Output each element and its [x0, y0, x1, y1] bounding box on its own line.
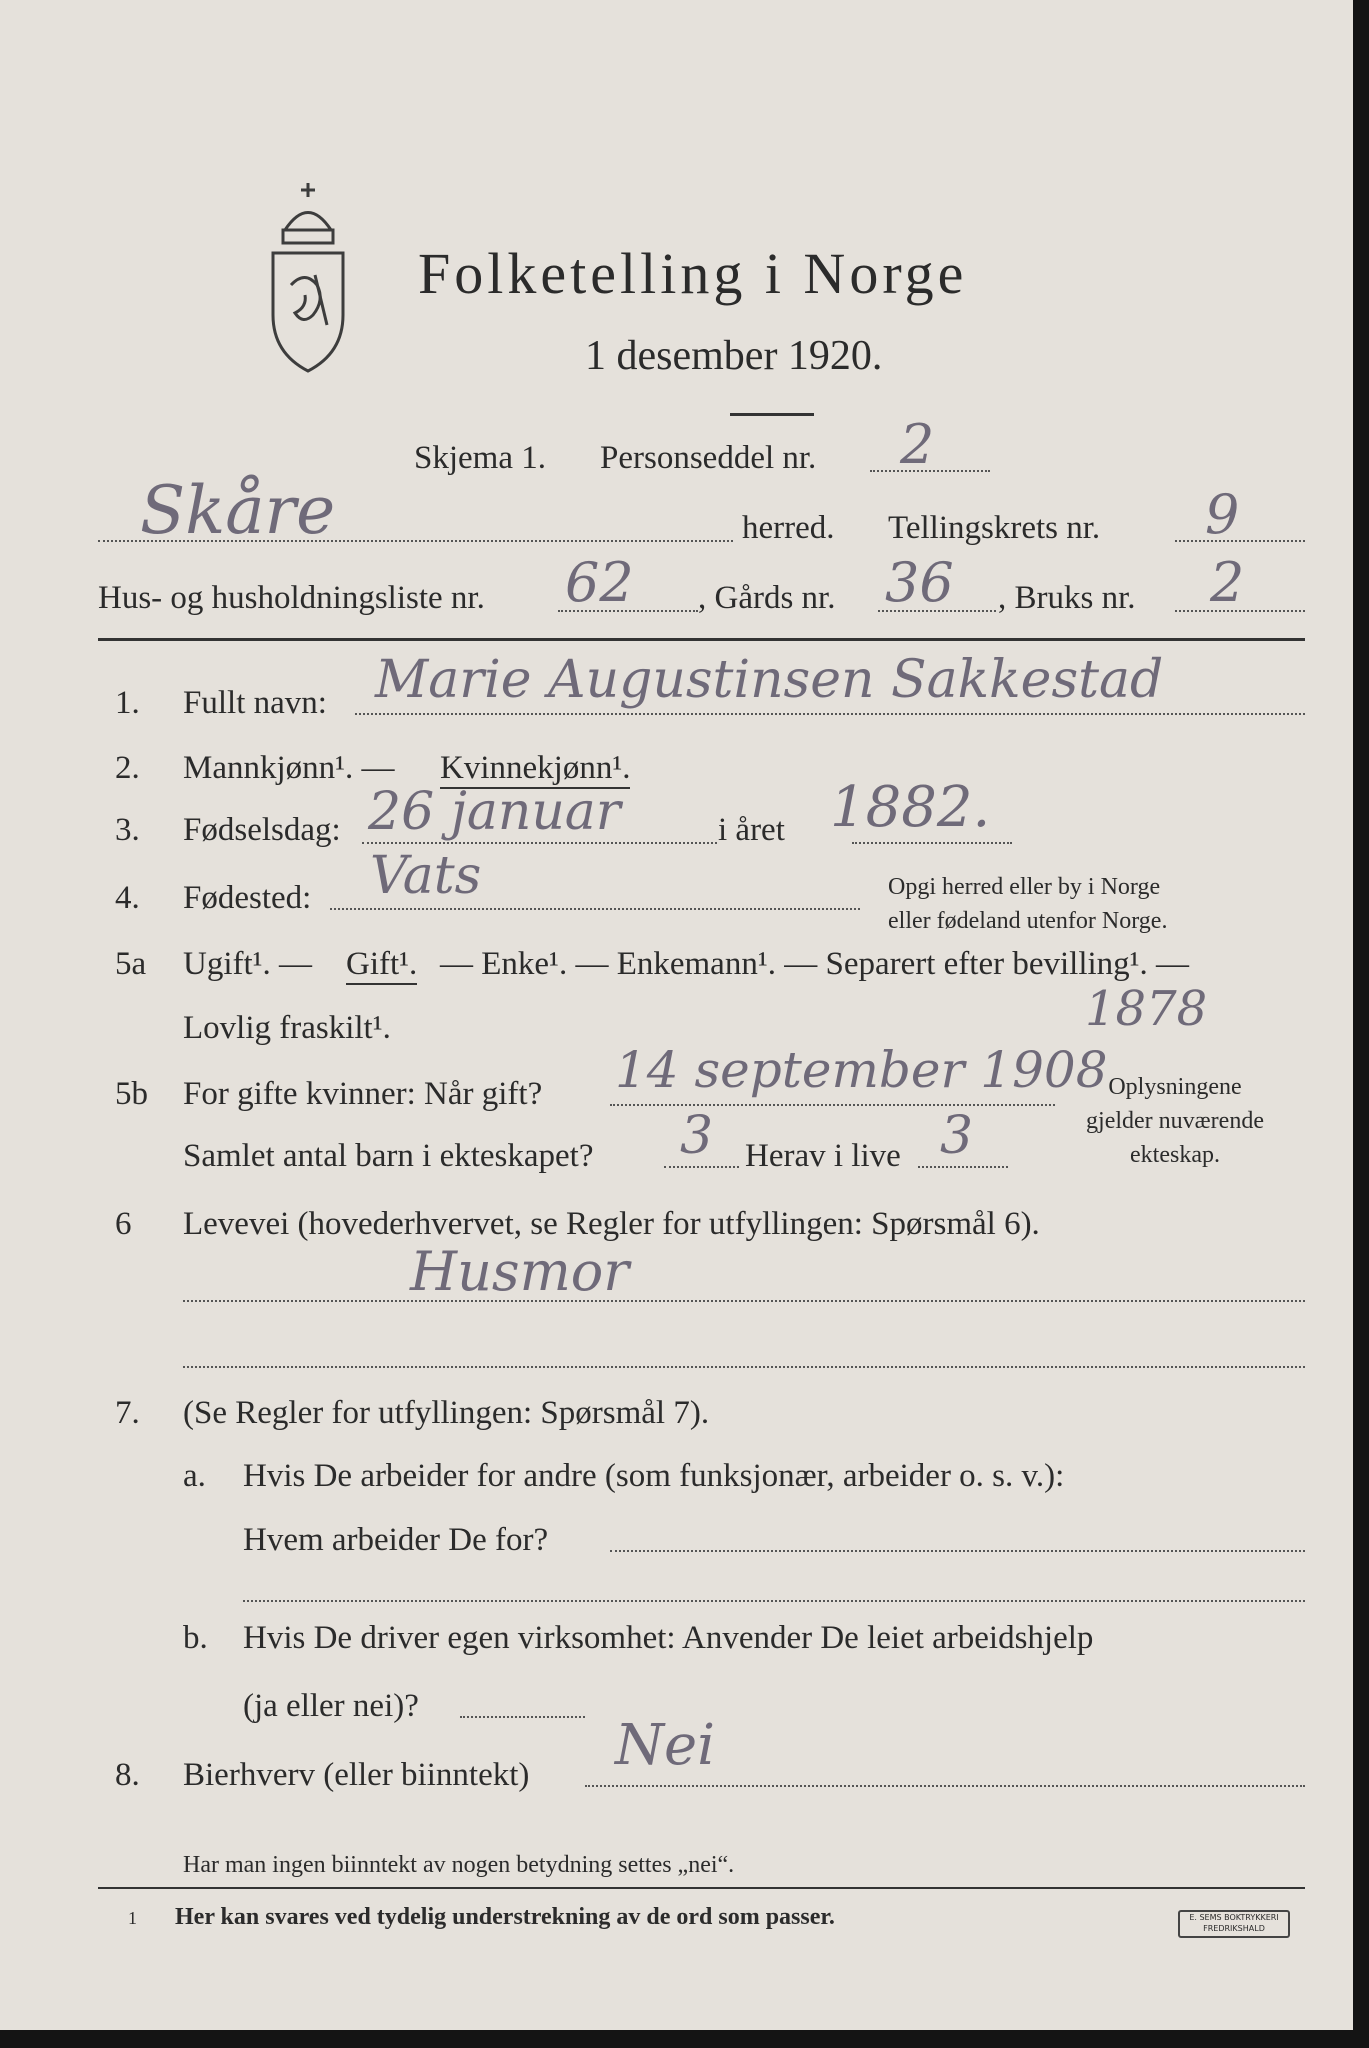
q4-note: [888, 870, 1167, 938]
q5b-number: 5b: [115, 1076, 148, 1112]
tellingskrets-value[interactable]: 9: [1205, 483, 1240, 546]
q6-occupation-value[interactable]: Husmor: [410, 1240, 630, 1303]
q5a-number: 5a: [115, 946, 147, 982]
q7a-label: Hvis De arbeider for andre (som funksjonær, arbeider o. s. v.):: [243, 1458, 1065, 1494]
q7a-employer-line[interactable]: [610, 1550, 1305, 1552]
q5b-note-line-3: ekteskap.: [1130, 1142, 1220, 1168]
title-divider: [730, 413, 814, 416]
q2-mann-option[interactable]: Mannkjønn¹. —: [183, 750, 395, 786]
herred-label: herred.: [742, 510, 835, 546]
q6-line-1: [183, 1300, 1305, 1302]
q1-line: [355, 713, 1305, 715]
q6-line-2: [183, 1366, 1305, 1368]
q5a-ugift-option[interactable]: Ugift¹. —: [183, 946, 313, 982]
q7a-extra-line[interactable]: [243, 1600, 1305, 1602]
q4-line: [330, 908, 860, 910]
q6-label: Levevei (hovederhvervet, se Regler for utfyllingen: Spørsmål 6).: [183, 1206, 1040, 1242]
q7a-number: a.: [183, 1458, 206, 1494]
tellingskrets-label: Tellingskrets nr.: [888, 510, 1101, 546]
q5b-barn-label: Samlet antal barn i ekteskapet?: [183, 1138, 594, 1174]
q1-number: 1.: [115, 685, 140, 721]
q8-line: [585, 1785, 1305, 1787]
q8-value[interactable]: Nei: [615, 1713, 716, 1778]
q1-label: Fullt navn:: [183, 685, 327, 721]
q4-note-line-2: eller fødeland utenfor Norge.: [888, 908, 1168, 934]
q5b-barn-line: [664, 1166, 739, 1168]
q4-number: 4.: [115, 880, 140, 916]
bruks-value[interactable]: 2: [1210, 551, 1245, 614]
q7-label: (Se Regler for utfyllingen: Spørsmål 7).: [183, 1395, 710, 1431]
biinntekt-note: Har man ingen biinntekt av nogen betydning settes „nei“.: [183, 1852, 735, 1878]
printer-stamp: E. SEMS BOKTRYKKERI FREDRIKSHALD: [1178, 1910, 1290, 1938]
hus-value[interactable]: 62: [565, 551, 634, 614]
norwegian-coat-of-arms-icon: [255, 175, 361, 375]
footer-rule: [98, 1887, 1305, 1889]
q4-birthplace-value[interactable]: Vats: [370, 846, 482, 906]
q3-number: 3.: [115, 812, 140, 848]
q1-name-value[interactable]: Marie Augustinsen Sakkestad: [375, 650, 1164, 710]
herred-value[interactable]: Skåre: [140, 472, 336, 549]
census-date: 1 desember 1920.: [585, 333, 883, 379]
q7b-answer-line[interactable]: [460, 1716, 585, 1718]
q8-number: 8.: [115, 1757, 140, 1793]
q3-day-line: [362, 842, 717, 844]
q5b-note-line-1: Oplysningene: [1108, 1074, 1242, 1100]
gards-label: , Gårds nr.: [698, 580, 836, 616]
schema-label: Skjema 1.: [414, 440, 546, 476]
q7b-number: b.: [183, 1620, 208, 1656]
gards-value[interactable]: 36: [885, 551, 954, 614]
q7b-jaNei-label: (ja eller nei)?: [243, 1688, 419, 1724]
bruks-label: , Bruks nr.: [998, 580, 1136, 616]
personseddel-label: Personseddel nr.: [600, 440, 817, 476]
header-rule: [98, 638, 1305, 641]
footnote-mark: 1: [128, 1908, 137, 1928]
q5a-margin-year: 1878: [1085, 981, 1208, 1037]
q5b-barn-value[interactable]: 3: [680, 1106, 714, 1166]
q3-birthday-value[interactable]: 26 januar: [368, 782, 621, 842]
q5a-fraskilt-option[interactable]: Lovlig fraskilt¹.: [183, 1010, 391, 1046]
q5b-live-label: Herav i live: [745, 1138, 901, 1174]
q5a-other-options[interactable]: — Enke¹. — Enkemann¹. — Separert efter bevilling¹. —: [440, 946, 1190, 982]
q6-number: 6: [115, 1206, 132, 1242]
q2-kvinne-option-underlined[interactable]: Kvinnekjønn¹.: [440, 750, 630, 789]
q5b-marriage-date-value[interactable]: 14 september 1908: [615, 1041, 1108, 1099]
hus-label: Hus- og husholdningsliste nr.: [98, 580, 485, 616]
q7b-label: Hvis De driver egen virksomhet: Anvender De leiet arbeidshjelp: [243, 1620, 1094, 1656]
personseddel-value[interactable]: 2: [900, 413, 935, 476]
q3-year-label: i året: [718, 812, 785, 848]
footnote-text: Her kan svares ved tydelig understrekning av de ord som passer.: [175, 1904, 835, 1930]
q3-year-value[interactable]: 1882.: [830, 775, 991, 840]
q7-number: 7.: [115, 1395, 140, 1431]
q3-year-line: [852, 842, 1012, 844]
form-title: Folketelling i Norge: [418, 241, 968, 306]
q4-note-line-1: Opgi herred eller by i Norge: [888, 874, 1161, 900]
q4-label: Fødested:: [183, 880, 312, 916]
q3-label: Fødselsdag:: [183, 812, 341, 848]
q5b-date-line: [610, 1104, 1055, 1106]
q7a-employer-label: Hvem arbeider De for?: [243, 1522, 549, 1558]
q5b-live-value[interactable]: 3: [940, 1106, 974, 1166]
q5b-note-line-2: gjelder nuværende: [1086, 1108, 1264, 1134]
q2-number: 2.: [115, 750, 140, 786]
q8-label: Bierhverv (eller biinntekt): [183, 1757, 530, 1793]
q5b-note: [1040, 1070, 1310, 1172]
q5a-gift-option-underlined[interactable]: Gift¹.: [346, 946, 417, 985]
q5b-label: For gifte kvinner: Når gift?: [183, 1076, 543, 1112]
tellingskrets-line: [1175, 540, 1305, 542]
q5b-live-line: [918, 1166, 1008, 1168]
